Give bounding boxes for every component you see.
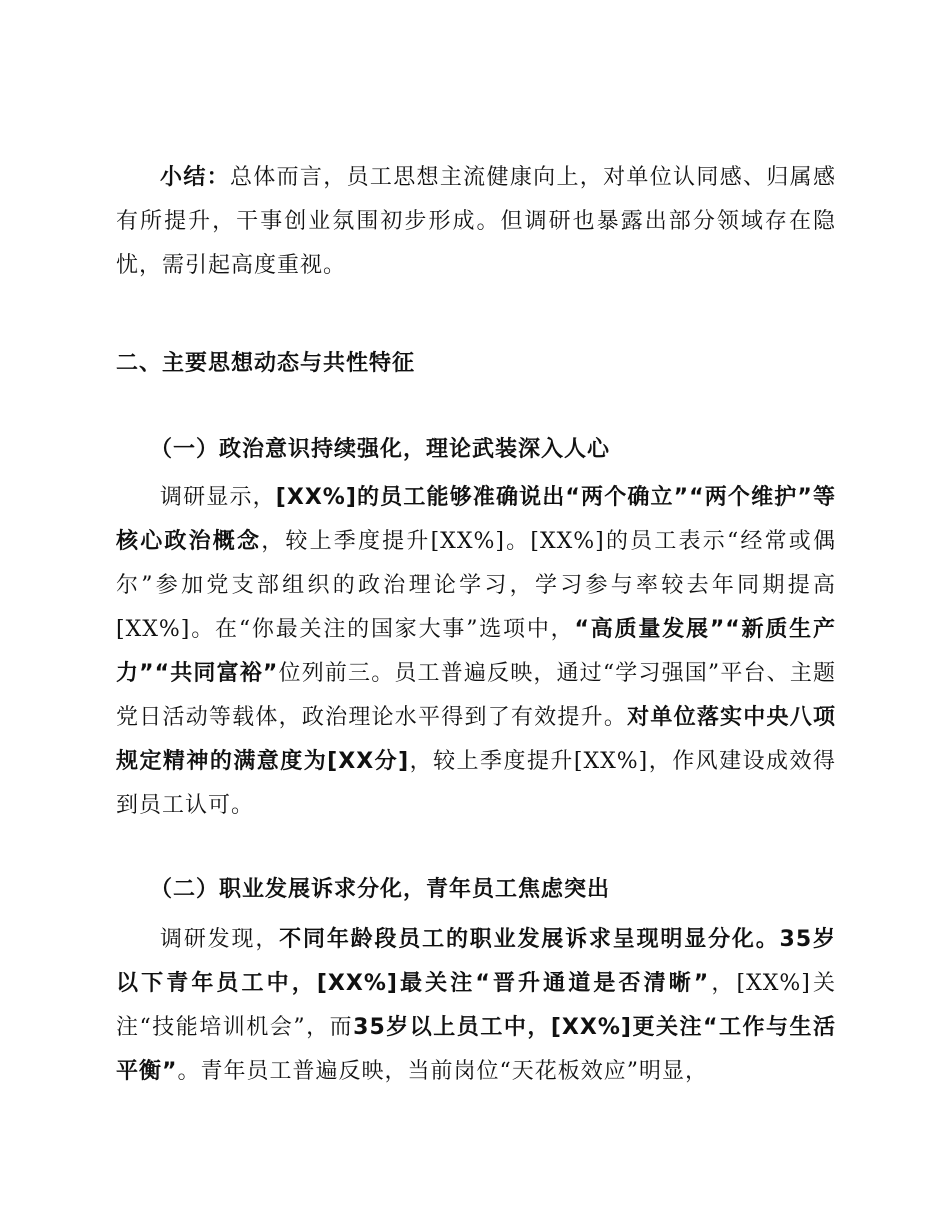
- subsection-heading-2: （二）职业发展诉求分化，青年员工焦虑突出: [150, 877, 611, 902]
- text-run: 调研发现，: [160, 927, 280, 952]
- subsection-2-paragraph: [116, 918, 836, 1094]
- text-run: ，[XX%]关注“技能培训机会”，而: [116, 971, 836, 1040]
- bold-run: [XX%]的员工能够准确说出“两个确立”“两个维护”等核心政治概念: [116, 485, 836, 554]
- bold-run: 对单位落实中央八项规定精神的满意度为[XX分]: [116, 705, 836, 774]
- text-run: 位列前三。员工普遍反映，通过“学习强国”平台、主题党日活动等载体，政治理论水平得到了有效提升。: [116, 661, 836, 730]
- summary-label: 小结：: [160, 165, 230, 190]
- section-heading: 二、主要思想动态与共性特征: [116, 351, 416, 376]
- text-run: 。青年员工普遍反映，当前岗位“天花板效应”明显，: [177, 1059, 708, 1084]
- bold-run: 不同年龄段员工的职业发展诉求呈现明显分化。35岁以下青年员工中，[XX%]最关注“晋升通道是否清晰”: [116, 927, 836, 996]
- bold-run: 35岁以上员工中，[XX%]更关注“工作与生活平衡”: [116, 1015, 836, 1084]
- subsection-1-paragraph: [116, 476, 836, 828]
- text-run: ，较上季度提升[XX%]。[XX%]的员工表示“经常或偶尔”参加党支部组织的政治理论学习，学习参与率较去年同期提高[XX%]。在“你最关注的国家大事”选项中，: [116, 529, 836, 642]
- summary-paragraph: [116, 156, 836, 288]
- summary-text: 总体而言，员工思想主流健康向上，对单位认同感、归属感有所提升，干事创业氛围初步形成。但调研也暴露出部分领域存在隐忧，需引起高度重视。: [116, 165, 836, 278]
- subsection-heading-1: （一）政治意识持续强化，理论武装深入人心: [150, 437, 611, 462]
- text-run: ，较上季度提升[XX%]，作风建设成效得到员工认可。: [116, 749, 836, 818]
- bold-run: “高质量发展”“新质生产力”“共同富裕”: [116, 617, 836, 686]
- text-run: 调研显示，: [160, 485, 276, 510]
